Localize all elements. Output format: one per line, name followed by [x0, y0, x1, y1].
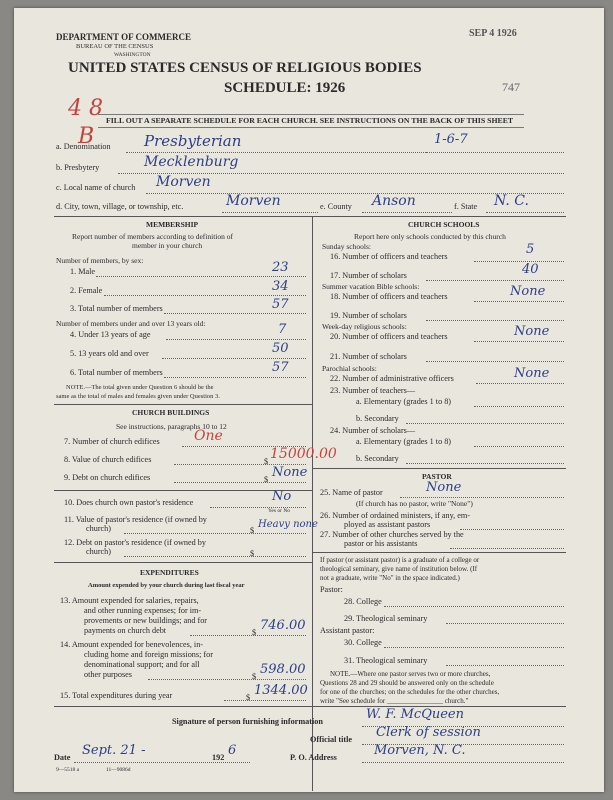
membership-subtitle-2: member in your church — [132, 241, 203, 250]
q9-value: None — [272, 465, 308, 480]
expenditures-subtitle: Amount expended by your church during last fiscal year — [88, 582, 245, 589]
q12-label-2: church) — [86, 547, 112, 556]
membership-heading: MEMBERSHIP — [146, 220, 199, 229]
signature-value: W. F. McQueen — [366, 707, 464, 722]
pastor-note-2: Questions 28 and 29 should be answered only on the schedule — [320, 679, 494, 687]
q17-value: 40 — [522, 262, 539, 277]
by-sex-label: Number of members, by sex: — [56, 256, 144, 265]
signature-label: Signature of person furnishing information — [172, 717, 323, 726]
q15-dollar: $ — [246, 693, 251, 702]
q3-label: 3. Total number of members — [70, 304, 163, 313]
q25-note: (If church has no pastor, write "None") — [356, 499, 473, 508]
denomination-label: a. Denomination — [56, 142, 111, 151]
q20-label: 20. Number of officers and teachers — [330, 332, 448, 341]
q25-label: 25. Name of pastor — [320, 488, 383, 497]
q14-label-3: denominational support; and for all — [84, 660, 200, 669]
official-title-value: Clerk of session — [376, 725, 481, 740]
denomination-code: 1-6-7 — [434, 132, 468, 147]
q25-value: None — [426, 480, 462, 495]
schools-subtitle: Report here only schools conducted by this church — [354, 232, 506, 241]
q11-label-2: church) — [86, 524, 112, 533]
q29-label: 29. Theological seminary — [344, 614, 428, 623]
pastor-note-4: write "See schedule for ________________ church." — [320, 697, 469, 705]
pastor-note-3: for one of the churches; on the schedules for the other churches, — [320, 688, 500, 696]
county-label: e. County — [320, 202, 352, 211]
schools-heading: CHURCH SCHOOLS — [408, 220, 480, 229]
bureau-label: BUREAU OF THE CENSUS — [76, 43, 154, 50]
q14-label-2: cluding home and foreign missions; for — [84, 650, 213, 659]
church-name-value: Morven — [156, 174, 211, 190]
q21-label: 21. Number of scholars — [330, 352, 407, 361]
q3-value: 57 — [272, 297, 289, 312]
q13-dollar: $ — [252, 628, 257, 637]
county-value: Anson — [372, 193, 416, 209]
q23a-label: a. Elementary (grades 1 to 8) — [356, 397, 452, 406]
census-schedule-sheet — [14, 8, 604, 792]
state-value: N. C. — [494, 193, 529, 209]
form-id-2: 11—9086d — [106, 767, 131, 773]
q13-value: 746.00 — [260, 618, 306, 633]
q2-value: 34 — [272, 279, 289, 294]
year-prefix: 192 — [212, 753, 225, 762]
presbytery-label: b. Presbytery — [56, 163, 100, 172]
age-group-label: Number of members under and over 13 years old: — [56, 319, 206, 328]
schedule-number: 747 — [502, 80, 520, 94]
q1-label: 1. Male — [70, 267, 96, 276]
q11-value: Heavy none — [258, 519, 318, 530]
po-address-value: Morven, N. C. — [374, 743, 466, 758]
q14-dollar: $ — [252, 672, 257, 681]
q10-label: 10. Does church own pastor's residence — [64, 498, 194, 507]
q24a-label: a. Elementary (grades 1 to 8) — [356, 437, 452, 446]
pastor-sub-label: Pastor: — [320, 585, 343, 594]
parochial-schools-label: Parochial schools: — [322, 364, 377, 373]
q8-dollar: $ — [264, 457, 269, 466]
q12-label: 12. Debt on pastor's residence (if owned by — [64, 538, 206, 547]
q1-value: 23 — [272, 260, 289, 275]
city-label: WASHINGTON — [114, 52, 151, 58]
membership-note: NOTE.—The total given under Question 6 should be the — [66, 384, 214, 391]
graduate-instruction: If pastor (or assistant pastor) is a graduate of a college or — [320, 556, 480, 564]
handwritten-mark: B — [78, 124, 95, 149]
q11-label: 11. Value of pastor's residence (if owned by — [64, 515, 207, 524]
q23b-label: b. Secondary — [356, 414, 399, 423]
membership-subtitle: Report number of members according to definition of — [72, 232, 233, 241]
q18-label: 18. Number of officers and teachers — [330, 292, 448, 301]
q18-value: None — [510, 284, 546, 299]
q30-label: 30. College — [344, 638, 382, 647]
q27-label-2: pastor or his assistants — [344, 539, 418, 548]
q9-dollar: $ — [264, 475, 269, 484]
instruction-line: FILL OUT A SEPARATE SCHEDULE FOR EACH CHURCH. SEE INSTRUCTIONS ON THE BACK OF THIS SHEET — [106, 116, 514, 125]
yes-no-hint: Yes or No — [268, 508, 291, 514]
presbytery-value: Mecklenburg — [144, 154, 239, 170]
pastor-heading: PASTOR — [422, 472, 452, 481]
graduate-instruction-2: theological seminary, give name of institution below. (If — [320, 565, 478, 573]
q14-label-4: other purposes — [84, 670, 132, 679]
expenditures-heading: EXPENDITURES — [140, 568, 199, 577]
denomination-value: Presbyterian — [144, 132, 242, 150]
po-address-label: P. O. Address — [290, 753, 337, 762]
summer-schools-label: Summer vacation Bible schools: — [322, 282, 420, 291]
q16-value: 5 — [526, 242, 535, 257]
state-label: f. State — [454, 202, 478, 211]
q4-value: 7 — [278, 322, 287, 337]
weekday-schools-label: Week-day religious schools: — [322, 322, 407, 331]
buildings-subtitle: See instructions, paragraphs 10 to 12 — [116, 422, 227, 431]
church-name-label: c. Local name of church — [56, 183, 136, 192]
q7-label: 7. Number of church edifices — [64, 437, 160, 446]
q8-value: 15000.00 — [270, 446, 337, 462]
form-schedule-title: SCHEDULE: 1926 — [224, 80, 346, 96]
q13-label-2: and other running expenses; for im- — [84, 606, 202, 615]
q10-value: No — [272, 489, 292, 504]
q6-value: 57 — [272, 360, 289, 375]
q31-label: 31. Theological seminary — [344, 656, 428, 665]
q7-value: One — [194, 428, 223, 444]
city-field-label: d. City, town, village, or township, etc. — [56, 202, 184, 211]
q22-value: None — [514, 366, 550, 381]
q2-label: 2. Female — [70, 286, 103, 295]
q14-label: 14. Amount expended for benevolences, in- — [60, 640, 204, 649]
q6-label: 6. Total number of members — [70, 368, 163, 377]
q12-dollar: $ — [250, 549, 255, 558]
buildings-heading: CHURCH BUILDINGS — [132, 408, 210, 417]
q8-label: 8. Value of church edifices — [64, 455, 152, 464]
sunday-schools-label: Sunday schools: — [322, 242, 371, 251]
q5-label: 5. 13 years old and over — [70, 349, 149, 358]
q15-label: 15. Total expenditures during year — [60, 691, 173, 700]
q28-label: 28. College — [344, 597, 382, 606]
membership-note-2: same as the total of males and females given under Question 3. — [56, 393, 220, 400]
q24-label: 24. Number of scholars— — [330, 426, 416, 435]
q24b-label: b. Secondary — [356, 454, 399, 463]
q16-label: 16. Number of officers and teachers — [330, 252, 448, 261]
q17-label: 17. Number of scholars — [330, 271, 407, 280]
form-id: 9—5518 a — [56, 767, 80, 773]
q26-label: 26. Number of ordained ministers, if any, em- — [320, 511, 470, 520]
q23-label: 23. Number of teachers— — [330, 386, 416, 395]
date-value: Sept. 21 - — [82, 743, 146, 758]
handwritten-number: 4 8 — [68, 96, 103, 121]
q19-label: 19. Number of scholars — [330, 311, 407, 320]
pastor-note: NOTE.—Where one pastor serves two or more churches, — [330, 670, 491, 678]
q27-label: 27. Number of other churches served by the — [320, 530, 464, 539]
official-title-label: Official title — [310, 735, 353, 744]
q13-label-3: provements or new buildings; and for — [84, 616, 208, 625]
graduate-instruction-3: not a graduate, write "No" in the space indicated.) — [320, 574, 460, 582]
city-value: Morven — [226, 193, 281, 209]
q22-label: 22. Number of administrative officers — [330, 374, 454, 383]
q26-label-2: ployed as assistant pastors — [344, 520, 431, 529]
q13-label: 13. Amount expended for salaries, repairs, — [60, 596, 199, 605]
date-label: Date — [54, 753, 71, 762]
year-value: 6 — [228, 743, 237, 758]
form-title: UNITED STATES CENSUS OF RELIGIOUS BODIES — [68, 60, 422, 76]
q11-dollar: $ — [250, 526, 255, 535]
received-date-stamp: SEP 4 1926 — [469, 28, 517, 39]
q15-value: 1344.00 — [254, 683, 308, 698]
q5-value: 50 — [272, 341, 289, 356]
q20-value: None — [514, 324, 550, 339]
assistant-pastor-label: Assistant pastor: — [320, 626, 375, 635]
q4-label: 4. Under 13 years of age — [70, 330, 151, 339]
q9-label: 9. Debt on church edifices — [64, 473, 151, 482]
q13-label-4: payments on church debt — [84, 626, 167, 635]
q14-value: 598.00 — [260, 662, 306, 677]
department-label: DEPARTMENT OF COMMERCE — [56, 32, 192, 42]
